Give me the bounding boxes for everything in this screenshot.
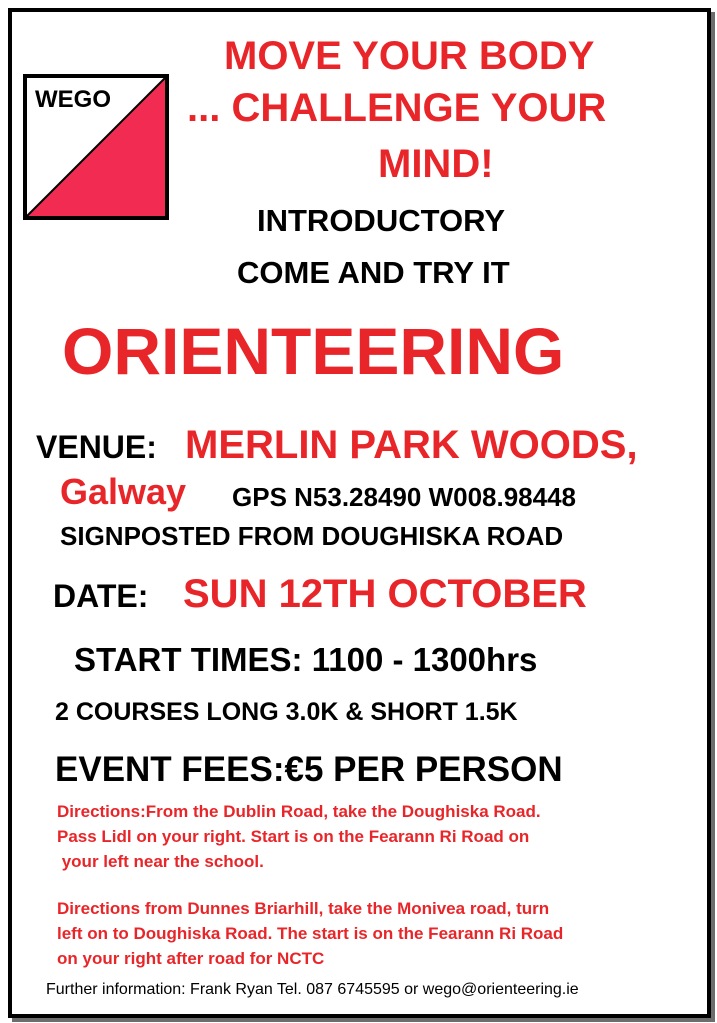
headline-line-2: ... CHALLENGE YOUR (187, 86, 607, 130)
directions-2-line-1: Directions from Dunnes Briarhill, take the Monivea road, turn (57, 899, 550, 918)
logo-text: WEGO (35, 86, 111, 113)
directions-2-line-3: on your right after road for NCTC (57, 949, 325, 968)
directions-1-line-2: Pass Lidl on your right. Start is on the Fearann Ri Road on (57, 827, 530, 846)
event-title: ORIENTEERING (62, 314, 565, 388)
venue-name-line-2: Galway (60, 471, 187, 512)
venue-gps: GPS N53.28490 W008.98448 (232, 482, 577, 512)
venue-name-line-1: MERLIN PARK WOODS, (185, 423, 638, 467)
directions-1-line-1: Directions:From the Dublin Road, take the Doughiska Road. (57, 802, 541, 821)
directions-2-line-2: left on to Doughiska Road. The start is on the Fearann Ri Road (57, 924, 564, 943)
venue-label: VENUE: (36, 429, 157, 465)
headline-line-3: MIND! (378, 142, 494, 186)
venue-signposted: SIGNPOSTED FROM DOUGHISKA ROAD (60, 521, 564, 551)
intro-line-2: COME AND TRY IT (237, 255, 510, 290)
headline-line-1: MOVE YOUR BODY (224, 34, 595, 78)
date-value: SUN 12TH OCTOBER (183, 572, 587, 616)
courses: 2 COURSES LONG 3.0K & SHORT 1.5K (55, 698, 518, 726)
intro-line-1: INTRODUCTORY (257, 203, 505, 238)
date-label: DATE: (53, 578, 149, 614)
start-times: START TIMES: 1100 - 1300hrs (74, 641, 538, 678)
directions-1-line-3: your left near the school. (57, 852, 264, 871)
footer-contact: Further information: Frank Ryan Tel. 087 6745595 or wego@orienteering.ie (46, 981, 579, 998)
wego-logo (23, 74, 169, 220)
event-fees: EVENT FEES:€5 PER PERSON (55, 750, 563, 789)
